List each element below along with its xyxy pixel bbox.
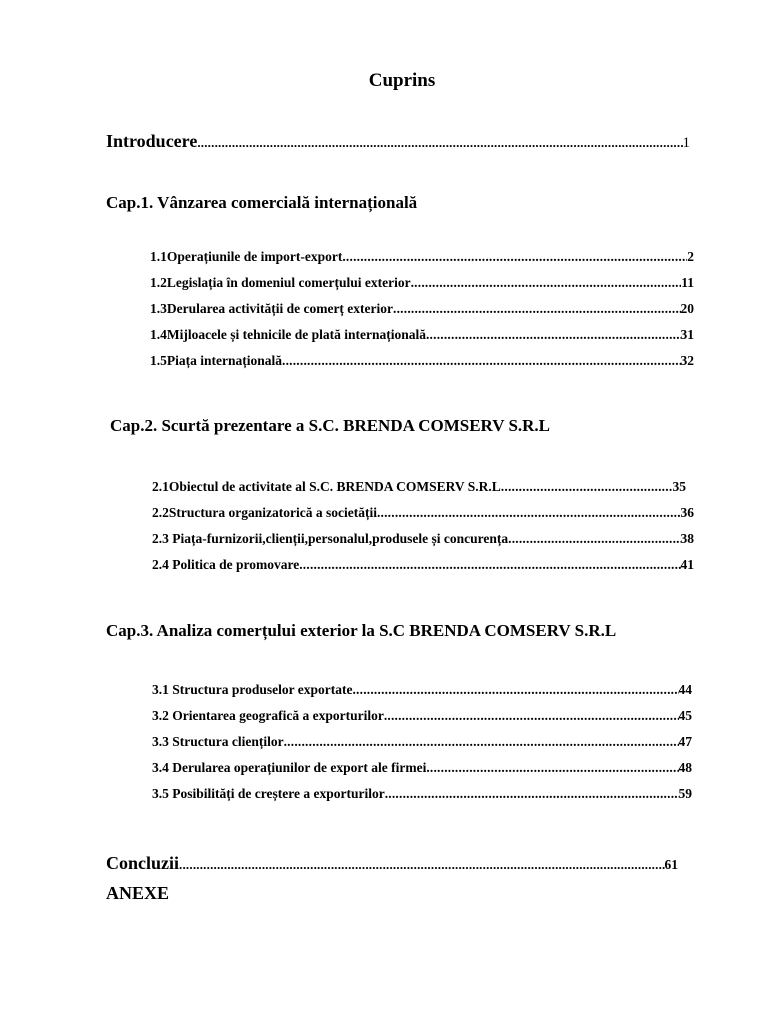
toc-page: 48 xyxy=(678,760,692,775)
dot-leader xyxy=(299,557,680,573)
toc-label: Derularea operațiunilor de export ale firmei xyxy=(172,760,427,775)
toc-entry-1-3[interactable] xyxy=(150,301,694,317)
toc-num: 2.4 xyxy=(152,557,169,572)
toc-num: 1.4 xyxy=(150,327,167,342)
dot-leader xyxy=(282,353,681,369)
toc-page: 41 xyxy=(680,557,694,572)
toc-page: 36 xyxy=(680,505,694,520)
toc-page: 32 xyxy=(680,353,694,368)
toc-page: 11 xyxy=(681,275,694,290)
chapter-heading-1: Cap.1. Vânzarea comercială internațională xyxy=(106,193,418,212)
toc-num: 3.2 xyxy=(152,708,169,723)
toc-entry-2-3[interactable] xyxy=(152,531,694,547)
dot-leader xyxy=(411,275,682,291)
toc-label: Politica de promovare xyxy=(172,557,300,572)
toc-label: Orientarea geografică a exporturilor xyxy=(172,708,384,723)
dot-leader xyxy=(377,505,681,521)
dot-leader xyxy=(426,327,681,343)
toc-num: 3.4 xyxy=(152,760,169,775)
dot-leader xyxy=(342,249,687,265)
toc-entry-3-5[interactable] xyxy=(152,786,692,802)
toc-entry-1-5[interactable] xyxy=(150,353,694,369)
toc-label: Derularea activității de comerț exterior xyxy=(166,301,394,316)
toc-num: 1.5 xyxy=(150,353,167,368)
toc-entry-2-1[interactable] xyxy=(152,479,686,495)
toc-num: 2.2 xyxy=(152,505,169,520)
toc-num: 3.5 xyxy=(152,786,169,801)
toc-page: 31 xyxy=(680,327,694,342)
toc-entry-3-4[interactable] xyxy=(152,760,692,776)
dot-leader xyxy=(384,708,679,724)
dot-leader xyxy=(197,135,682,151)
dot-leader xyxy=(426,760,678,776)
toc-entry-1-4[interactable] xyxy=(150,327,694,343)
toc-num: 3.3 xyxy=(152,734,169,749)
toc-page: 44 xyxy=(678,682,692,697)
chapter-heading-2: Cap.2. Scurtă prezentare a S.C. BRENDA COMSERV S.R.L xyxy=(110,416,551,435)
toc-label: Piața internațională xyxy=(166,353,282,368)
chapter-heading-3: Cap.3. Analiza comerțului exterior la S.C BRENDA COMSERV S.R.L xyxy=(106,621,617,640)
toc-page: 38 xyxy=(680,531,694,546)
dot-leader xyxy=(501,479,673,495)
toc-entry-3-1[interactable] xyxy=(152,682,692,698)
toc-label: Concluzii xyxy=(106,853,180,873)
toc-num: 1.2 xyxy=(150,275,167,290)
toc-entry-1-2[interactable] xyxy=(150,275,694,291)
toc-num: 2.1 xyxy=(152,479,169,494)
toc-label: Posibilități de creștere a exporturilor xyxy=(172,786,385,801)
toc-label: Legislația în domeniul comerțului exterior xyxy=(166,275,411,290)
dot-leader xyxy=(385,786,679,802)
toc-entry-1-1[interactable] xyxy=(150,249,694,265)
toc-num: 1.1 xyxy=(150,249,167,264)
toc-page: 2 xyxy=(687,249,694,264)
toc-entry-3-3[interactable] xyxy=(152,734,692,750)
toc-entry-introducere[interactable] xyxy=(106,131,690,152)
toc-entry-3-2[interactable] xyxy=(152,708,692,724)
toc-entry-2-2[interactable] xyxy=(152,505,694,521)
dot-leader xyxy=(393,301,680,317)
dot-leader xyxy=(352,682,678,698)
toc-page: 59 xyxy=(678,786,692,801)
toc-label: Piața-furnizorii,clienții,personalul,produsele și concurența xyxy=(172,531,509,546)
toc-num: 2.3 xyxy=(152,531,169,546)
toc-page: 45 xyxy=(678,708,692,723)
toc-label: Introducere xyxy=(106,131,198,151)
toc-page: 1 xyxy=(682,135,690,151)
page-title: Cuprins xyxy=(368,70,436,91)
toc-num: 1.3 xyxy=(150,301,167,316)
toc-entry-2-4[interactable] xyxy=(152,557,694,573)
toc-page: 35 xyxy=(672,479,686,494)
dot-leader xyxy=(179,857,664,873)
toc-label: Structura clienților xyxy=(172,734,284,749)
toc-label: Structura produselor exportate xyxy=(172,682,353,697)
dot-leader xyxy=(508,531,680,547)
toc-label: Structura organizatorică a societății xyxy=(168,505,377,520)
toc-page: 47 xyxy=(678,734,692,749)
toc-page: 20 xyxy=(680,301,694,316)
toc-label: Operațiunile de import-export xyxy=(166,249,343,264)
toc-num: 3.1 xyxy=(152,682,169,697)
toc-page: 61 xyxy=(664,857,678,872)
toc-entry-concluzii[interactable] xyxy=(106,853,678,874)
anexe-heading: ANEXE xyxy=(106,883,170,903)
dot-leader xyxy=(284,734,679,750)
toc-label: Mijloacele și tehnicile de plată internațională xyxy=(166,327,426,342)
toc-label: Obiectul de activitate al S.C. BRENDA COMSERV S.R.L xyxy=(168,479,501,494)
